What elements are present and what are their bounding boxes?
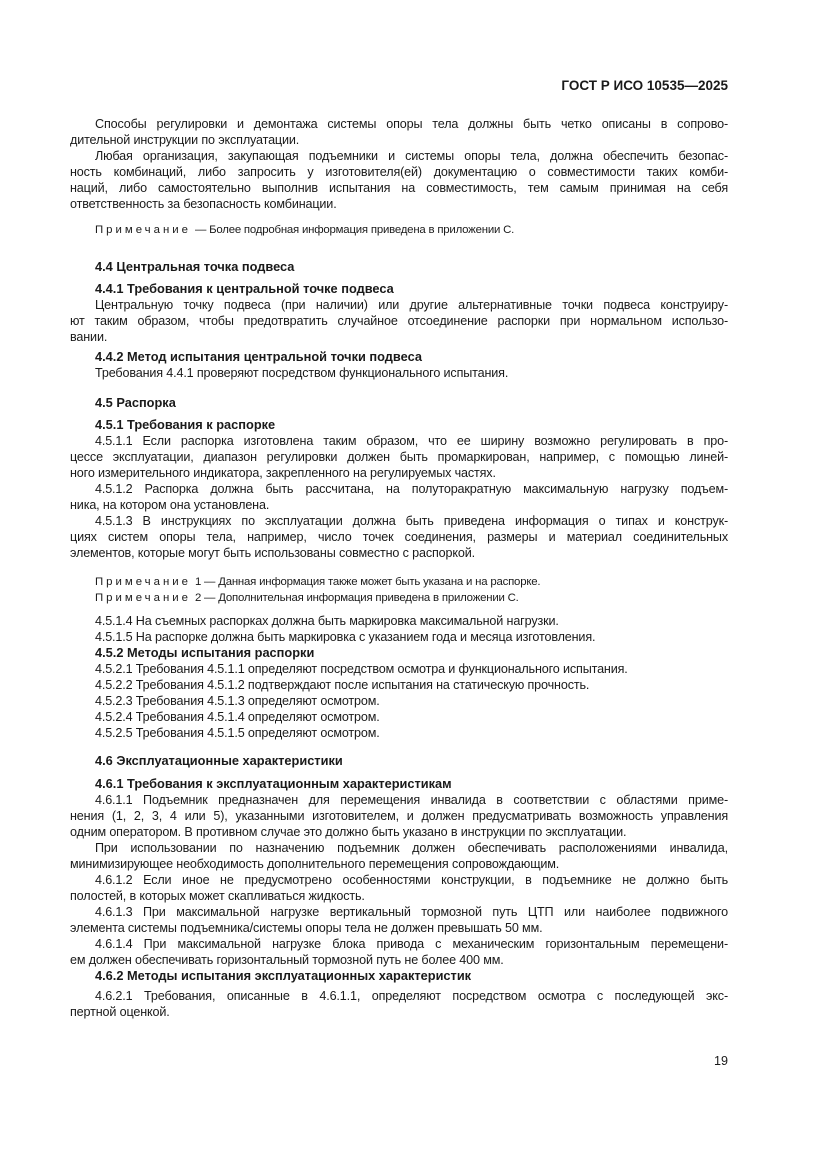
paragraph [70, 629, 728, 645]
paragraph-line: ют таким образом, чтобы предотвратить случайное отсоединение распорки при нормальном использо- [70, 314, 728, 328]
document-header-id: ГОСТ Р ИСО 10535—2025 [561, 78, 728, 93]
paragraph-line: 4.5.1.4 На съемных распорках должна быть маркировка максимальной нагрузки. [95, 614, 559, 628]
note-text: 2 — Дополнительная информация приведена в приложении С. [194, 592, 519, 604]
paragraph-line: цессе эксплуатации, диапазон регулировки должен быть промаркирован, например, с помощью линей- [70, 450, 728, 464]
paragraph [70, 677, 728, 693]
paragraph [70, 725, 728, 741]
paragraph [70, 988, 728, 1020]
paragraph-line: Способы регулировки и демонтажа системы опоры тела должны быть четко описаны в сопрово- [95, 117, 728, 131]
paragraph-line: вании. [70, 330, 108, 344]
note [95, 590, 728, 606]
note-label: Примечание [95, 576, 191, 588]
paragraph-line: ответственность за безопасность комбинации. [70, 197, 337, 211]
paragraph-line: 4.6.2.1 Требования, описанные в 4.6.1.1, определяют посредством осмотра с последующей экс- [95, 989, 728, 1003]
note-text: — Более подробная информация приведена в приложении С. [194, 224, 515, 236]
paragraph-line: ника, на котором она установлена. [70, 498, 270, 512]
paragraph-line: 4.5.2.3 Требования 4.5.1.3 определяют осмотром. [95, 694, 380, 708]
paragraph-line: наций, либо самостоятельно выполнив испытания на совместимость, тем самым принимая на себя [70, 181, 728, 195]
note-text: 1 — Данная информация также может быть указана и на распорке. [194, 576, 541, 588]
paragraph [70, 297, 728, 345]
paragraph [70, 513, 728, 561]
paragraph-line: дительной инструкции по эксплуатации. [70, 133, 300, 147]
paragraph-line: При использовании по назначению подъемник должен обеспечивать расположениями инвалида, [95, 841, 728, 855]
paragraph-line: 4.5.2.5 Требования 4.5.1.5 определяют осмотром. [95, 726, 380, 740]
paragraph [70, 693, 728, 709]
section-heading: 4.6.1 Требования к эксплуатационным характеристикам [95, 776, 452, 791]
paragraph-line: 4.6.1.3 При максимальной нагрузке вертикальный тормозной путь ЦТП или наиболее подвижного [95, 905, 728, 919]
paragraph-line: 4.5.1.2 Распорка должна быть рассчитана, на полуторакратную максимальную нагрузку подъем- [95, 482, 728, 496]
note [95, 222, 728, 238]
paragraph-line: Требования 4.4.1 проверяют посредством функционального испытания. [95, 366, 509, 380]
paragraph [70, 936, 728, 968]
paragraph-line: 4.5.1.3 В инструкциях по эксплуатации должна быть приведена информация о типах и конструк- [95, 514, 728, 528]
paragraph [70, 116, 728, 148]
section-heading: 4.5.1 Требования к распорке [95, 417, 276, 432]
paragraph-line: ем должен обеспечивать горизонтальный тормозной путь не более 400 мм. [70, 953, 504, 967]
section-heading: 4.6 Эксплуатационные характеристики [95, 753, 343, 768]
paragraph [70, 904, 728, 936]
section-heading: 4.6.2 Методы испытания эксплуатационных характеристик [95, 968, 472, 983]
paragraph-line: 4.5.1.5 На распорке должна быть маркировка с указанием года и месяца изготовления. [95, 630, 596, 644]
paragraph-line: 4.5.2.4 Требования 4.5.1.4 определяют осмотром. [95, 710, 380, 724]
paragraph-line: элементов, которые могут быть использованы совместно с распоркой. [70, 546, 475, 560]
paragraph-line: 4.6.1.1 Подъемник предназначен для перемещения инвалида в соответствии с областями приме- [95, 793, 728, 807]
section-heading: 4.4.1 Требования к центральной точке подвеса [95, 281, 394, 296]
paragraph [70, 481, 728, 513]
paragraph-line: 4.5.2.1 Требования 4.5.1.1 определяют посредством осмотра и функционального испытания. [95, 662, 628, 676]
paragraph-line: циях систем опоры тела, например, число точек соединения, размеры и материал соединительных [70, 530, 728, 544]
paragraph [70, 148, 728, 212]
paragraph-line: элемента системы подъемника/системы опоры тела не должен превышать 50 мм. [70, 921, 543, 935]
note [95, 574, 728, 590]
section-heading: 4.5 Распорка [95, 395, 176, 410]
paragraph [70, 872, 728, 904]
paragraph-line: полостей, в которых может скапливаться жидкость. [70, 889, 365, 903]
paragraph-line: 4.6.1.4 При максимальной нагрузке блока привода с механическим горизонтальным перемещени- [95, 937, 728, 951]
paragraph-line: 4.5.2.2 Требования 4.5.1.2 подтверждают после испытания на статическую прочность. [95, 678, 590, 692]
paragraph [70, 661, 728, 677]
paragraph-line: Центральную точку подвеса (при наличии) или другие альтернативные точки подвеса конструиру- [95, 298, 728, 312]
note-label: Примечание [95, 224, 191, 236]
paragraph [70, 709, 728, 725]
paragraph-line: ного измерительного индикатора, закрепленного на регулируемых частях. [70, 466, 496, 480]
paragraph [70, 365, 728, 381]
paragraph [70, 433, 728, 481]
paragraph-line: 4.6.1.2 Если иное не предусмотрено особенностями конструкции, в подъемнике не должно быть [95, 873, 728, 887]
paragraph-line: ность комбинаций, либо запросить у изготовителя(ей) документацию о совместимости таких комби- [70, 165, 728, 179]
section-heading: 4.5.2 Методы испытания распорки [95, 645, 315, 660]
paragraph-line: минимизирующее необходимость дополнительного перемещения сопровождающим. [70, 857, 560, 871]
paragraph-line: Любая организация, закупающая подъемники и системы опоры тела, должна обеспечить безопас- [95, 149, 728, 163]
paragraph [70, 613, 728, 629]
paragraph-line: нения (1, 2, 3, 4 или 5), указанными изготовителем, и должен предусматривать возможность управления [70, 809, 728, 823]
paragraph [70, 792, 728, 840]
page-number: 19 [713, 1054, 728, 1068]
document-body [70, 116, 728, 1020]
section-heading: 4.4 Центральная точка подвеса [95, 259, 295, 274]
paragraph-line: пертной оценкой. [70, 1005, 170, 1019]
note-label: Примечание [95, 592, 191, 604]
paragraph-line: 4.5.1.1 Если распорка изготовлена таким образом, что ее ширину возможно регулировать в про- [95, 434, 728, 448]
paragraph-line: одним оператором. В противном случае это должно быть указано в инструкции по эксплуатации. [70, 825, 627, 839]
section-heading: 4.4.2 Метод испытания центральной точки подвеса [95, 349, 422, 364]
paragraph [70, 840, 728, 872]
